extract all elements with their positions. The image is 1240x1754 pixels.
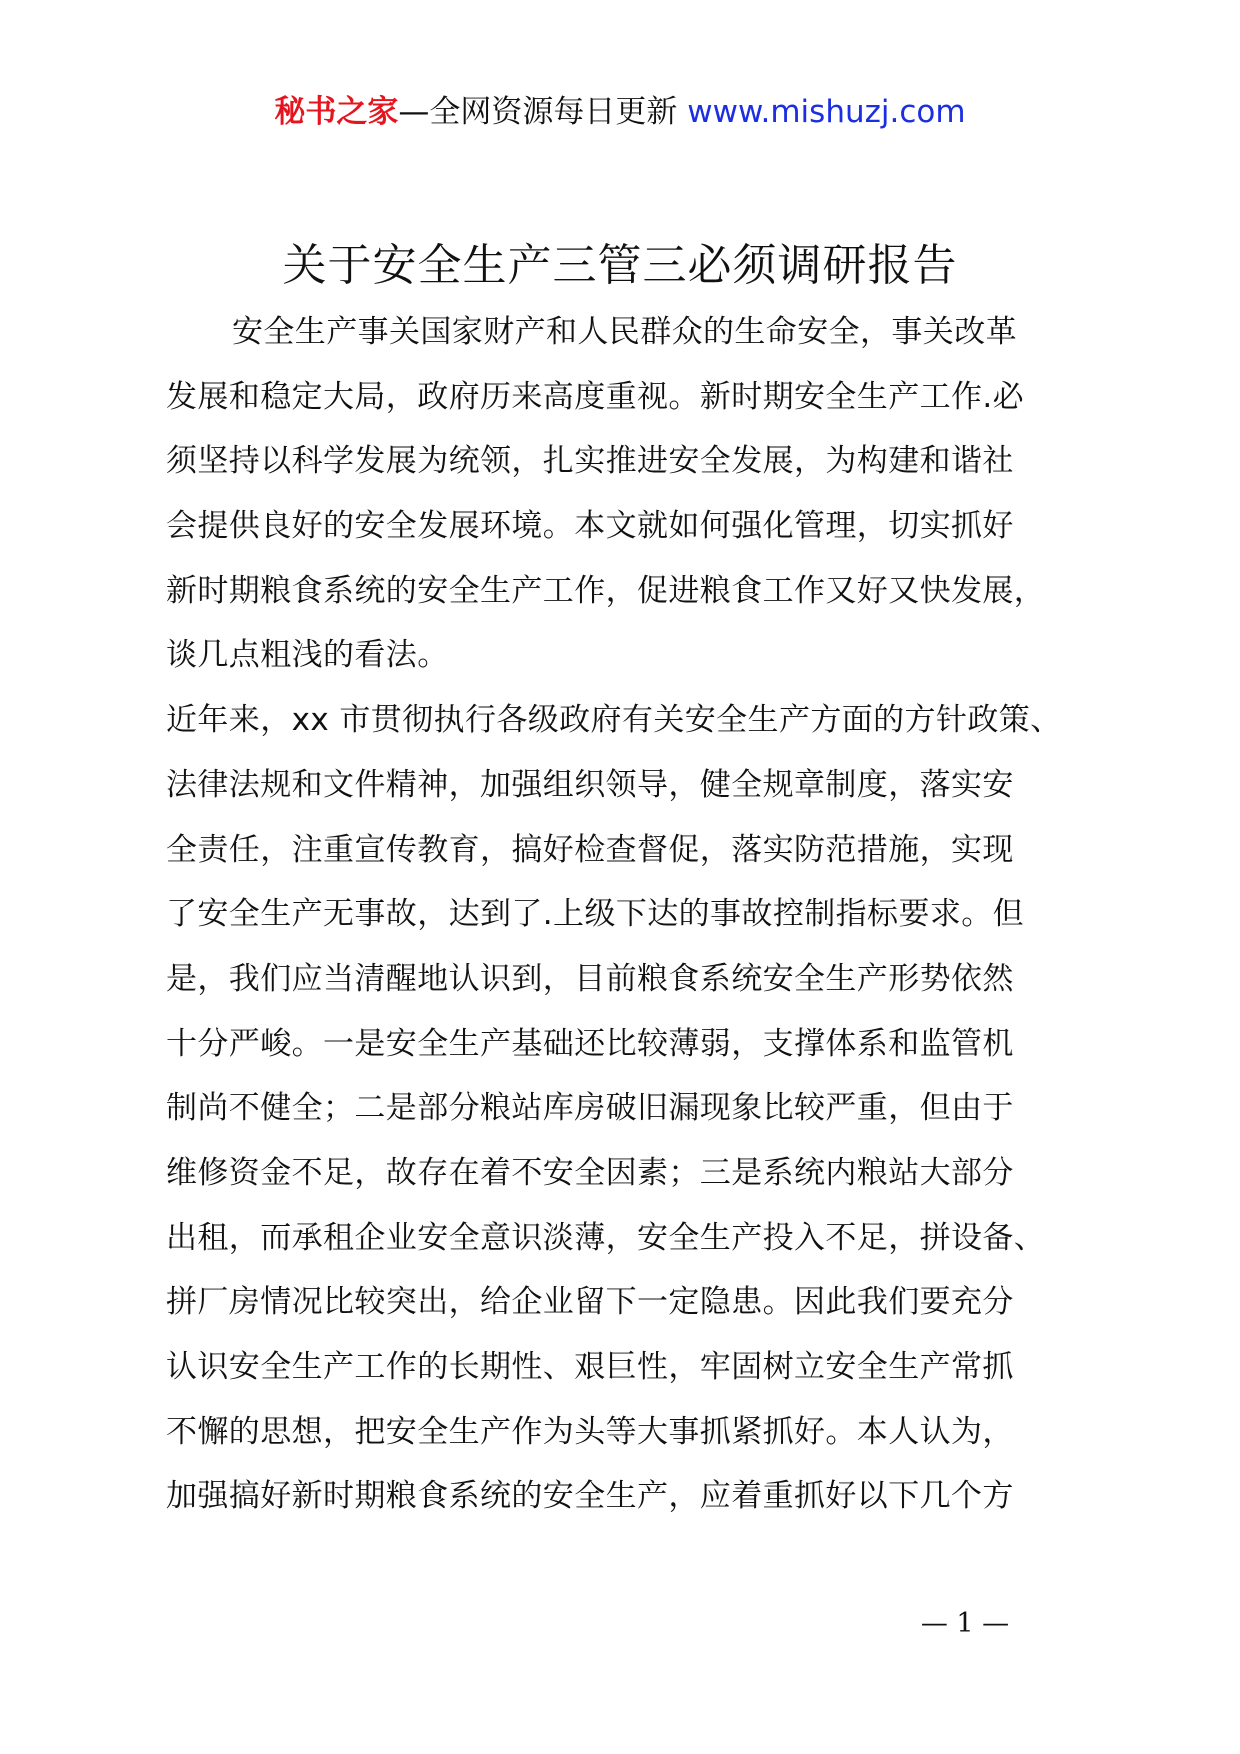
body-line: 发展和稳定大局，政府历来高度重视。新时期安全生产工作.必 <box>166 378 1025 415</box>
body-line: 十分严峻。一是安全生产基础还比较薄弱，支撑体系和监管机 <box>166 1025 1014 1062</box>
body-line: 安全生产事关国家财产和人民群众的生命安全，事关改革 <box>232 314 1017 350</box>
body-line: 谈几点粗浅的看法。 <box>166 637 449 674</box>
page-number: — 1 — <box>920 1608 1010 1639</box>
body-line: 维修资金不足，故存在着不安全因素；三是系统内粮站大部分 <box>166 1154 1014 1191</box>
document-title: 关于安全生产三管三必须调研报告 <box>282 240 958 291</box>
body-line: 法律法规和文件精神，加强组织领导，健全规章制度，落实安 <box>166 766 1014 803</box>
body-line: 拼厂房情况比较突出，给企业留下一定隐患。因此我们要充分 <box>166 1284 1014 1321</box>
body-line: 新时期粮食系统的安全生产工作，促进粮食工作又好又快发展， <box>166 572 1046 609</box>
body-line: 不懈的思想，把安全生产作为头等大事抓紧抓好。本人认为， <box>166 1413 1014 1450</box>
body-line: 须坚持以科学发展为统领，扎实推进安全发展，为构建和谐社 <box>166 443 1014 480</box>
document-body <box>166 300 1106 1529</box>
site-header <box>0 92 1240 132</box>
body-line: 了安全生产无事故，达到了.上级下达的事故控制指标要求。但 <box>166 896 1025 933</box>
body-line: 是，我们应当清醒地认识到，目前粮食系统安全生产形势依然 <box>166 960 1014 997</box>
body-line: 近年来，xx 市贯彻执行各级政府有关安全生产方面的方针政策、 <box>166 702 1062 739</box>
body-line: 加强搞好新时期粮食系统的安全生产，应着重抓好以下几个方 <box>166 1478 1014 1515</box>
body-line: 出租，而承租企业安全意识淡薄，安全生产投入不足，拼设备、 <box>166 1219 1046 1256</box>
site-tagline: —全网资源每日更新 <box>398 94 678 130</box>
body-line: 制尚不健全；二是部分粮站库房破旧漏现象比较严重，但由于 <box>166 1090 1014 1127</box>
body-line: 认识安全生产工作的长期性、艰巨性，牢固树立安全生产常抓 <box>166 1349 1014 1385</box>
site-brand: 秘书之家 <box>274 94 399 130</box>
body-line: 全责任，注重宣传教育，搞好检查督促，落实防范措施，实现 <box>166 831 1014 868</box>
site-url-link[interactable]: www.mishuzj.com <box>687 94 966 130</box>
body-line: 会提供良好的安全发展环境。本文就如何强化管理，切实抓好 <box>166 508 1014 545</box>
